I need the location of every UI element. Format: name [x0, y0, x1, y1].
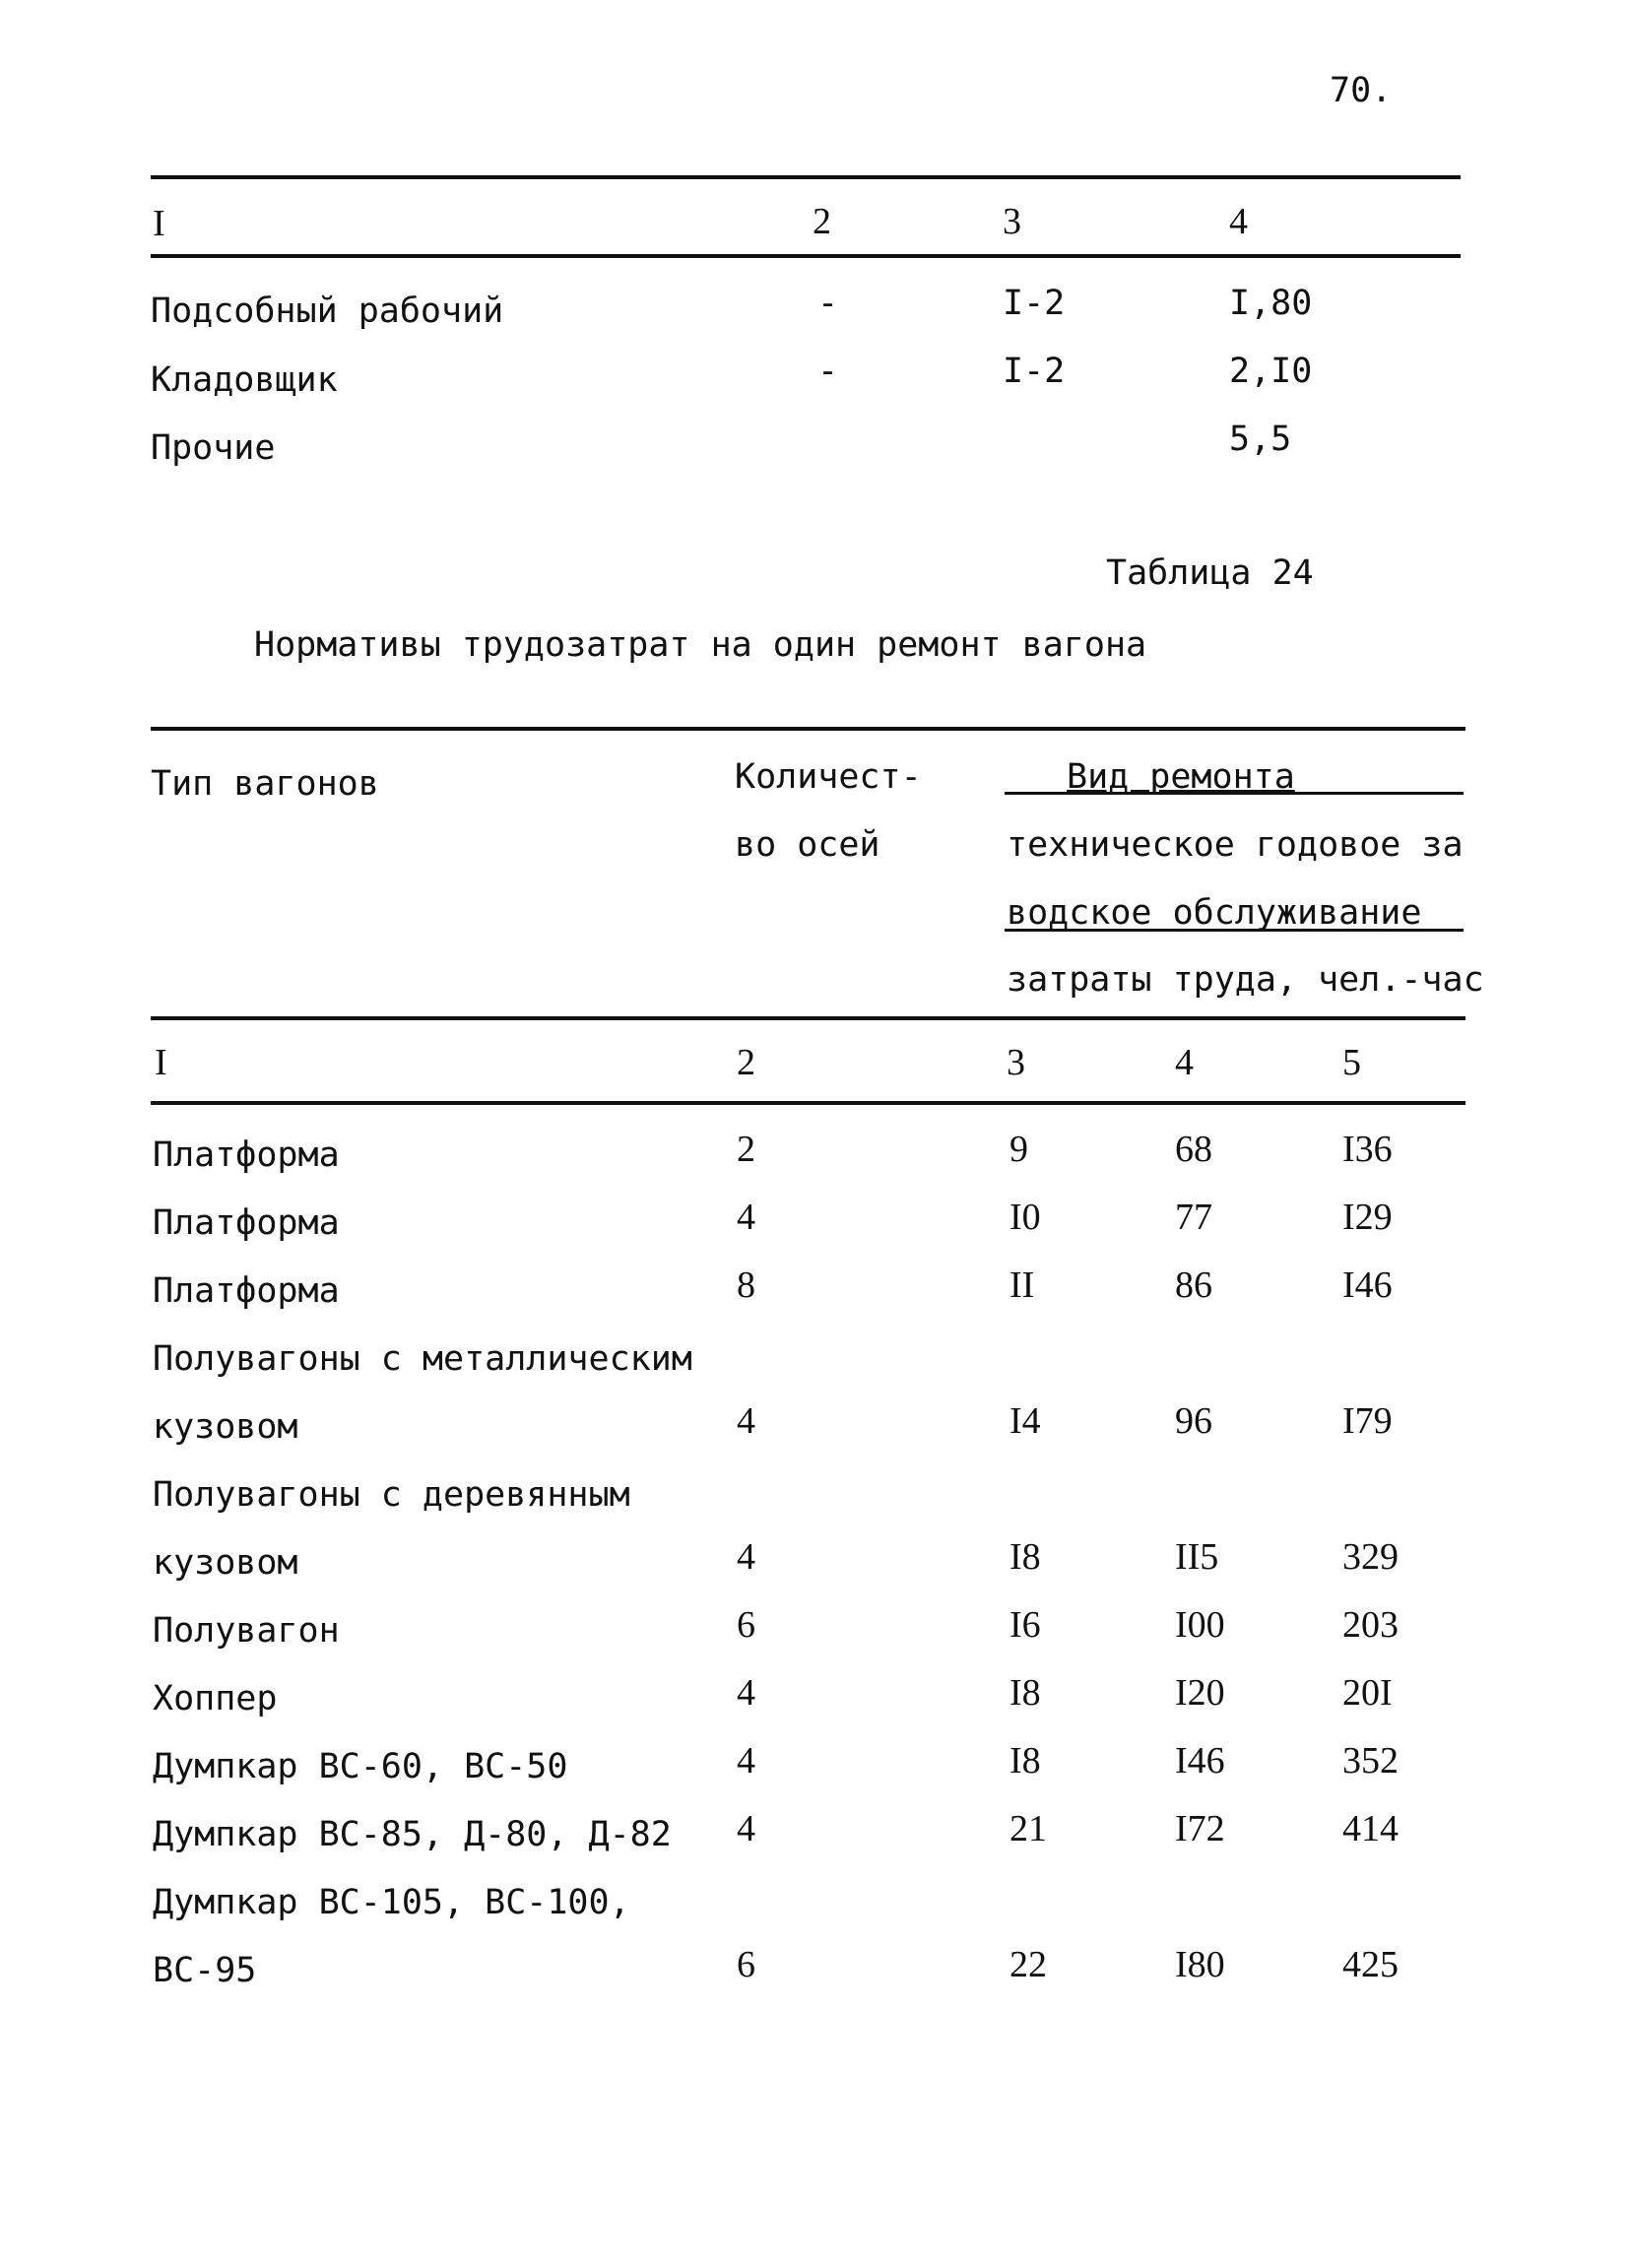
- col-type-header: Тип вагонов: [151, 764, 379, 804]
- row-col-5: I79: [1342, 1400, 1393, 1442]
- table24-rule-numbers: [151, 1101, 1465, 1105]
- row-col-4: 2,I0: [1229, 352, 1313, 391]
- row-axles: 4: [737, 1672, 755, 1714]
- row-axles: 4: [737, 1400, 755, 1442]
- row-type: ВС-95: [153, 1951, 257, 1990]
- row-axles: 6: [737, 1604, 755, 1646]
- col-number-2: 2: [737, 1042, 755, 1083]
- row-col-3: 21: [1009, 1808, 1047, 1849]
- col-number-5: 5: [1342, 1042, 1361, 1083]
- top-col-4-number: 4: [1229, 201, 1248, 242]
- page-number: 70.: [1330, 71, 1393, 110]
- row-col-5: I36: [1342, 1129, 1393, 1170]
- row-col-2: -: [817, 352, 839, 391]
- row-axles: 4: [737, 1536, 755, 1578]
- row-col-4: 68: [1175, 1129, 1212, 1170]
- row-col-4: I,80: [1229, 284, 1313, 323]
- row-col-3: 9: [1009, 1129, 1028, 1170]
- row-col-5: 352: [1342, 1740, 1399, 1782]
- col-number-4: 4: [1175, 1042, 1194, 1083]
- col-number-3: 3: [1007, 1042, 1025, 1083]
- row-type: кузовом: [153, 1407, 298, 1447]
- row-col-3: II: [1009, 1264, 1035, 1306]
- col-axles-header-line2: во осей: [735, 825, 880, 865]
- row-axles: 4: [737, 1808, 755, 1849]
- row-type: Думпкар ВС-105, ВС-100,: [153, 1883, 630, 1922]
- table-label: Таблица 24: [1106, 553, 1314, 593]
- row-col-4: I00: [1175, 1604, 1225, 1646]
- row-col-5: 414: [1342, 1808, 1399, 1849]
- row-type: Платформа: [153, 1271, 340, 1311]
- row-axles: 4: [737, 1740, 755, 1782]
- top-table-rule-header: [151, 254, 1461, 258]
- row-col-3: I8: [1009, 1740, 1041, 1782]
- row-col-5: I29: [1342, 1197, 1393, 1238]
- row-name: Подсобный рабочий: [151, 292, 504, 331]
- row-type: Платформа: [153, 1203, 340, 1243]
- row-col-3: I-2: [1003, 352, 1066, 391]
- repair-subheader-underline: [1005, 929, 1464, 932]
- row-col-5: 329: [1342, 1536, 1399, 1578]
- row-type: Платформа: [153, 1135, 340, 1175]
- row-axles: 6: [737, 1944, 755, 1985]
- units-header: затраты труда, чел.-час: [1007, 960, 1484, 1000]
- table24-rule-header: [151, 1016, 1465, 1020]
- row-col-4: I72: [1175, 1808, 1225, 1849]
- col-number-1: I: [155, 1042, 167, 1083]
- row-col-3: I-2: [1003, 284, 1066, 323]
- row-col-5: 20I: [1342, 1672, 1393, 1714]
- row-name: Кладовщик: [151, 360, 338, 400]
- row-col-4: I20: [1175, 1672, 1225, 1714]
- row-type: кузовом: [153, 1543, 298, 1583]
- top-col-1-number: I: [153, 203, 165, 244]
- row-type: Полувагоны с деревянным: [153, 1475, 630, 1515]
- row-col-3: I4: [1009, 1400, 1041, 1442]
- row-col-4: I46: [1175, 1740, 1225, 1782]
- row-col-3: I0: [1009, 1197, 1041, 1238]
- top-table-rule-top: [151, 175, 1461, 179]
- row-col-3: I6: [1009, 1604, 1041, 1646]
- row-axles: 4: [737, 1197, 755, 1238]
- row-col-4: 86: [1175, 1264, 1212, 1306]
- repair-subheader-line1: техническое годовое за: [1007, 825, 1464, 865]
- row-col-4: 96: [1175, 1400, 1212, 1442]
- row-col-5: 203: [1342, 1604, 1399, 1646]
- repair-type-underline: [1005, 792, 1464, 795]
- row-type: Полувагоны с металлическим: [153, 1339, 692, 1379]
- row-col-4: II5: [1175, 1536, 1219, 1578]
- row-type: Думпкар ВС-60, ВС-50: [153, 1747, 568, 1786]
- row-col-4: I80: [1175, 1944, 1225, 1985]
- row-col-3: I8: [1009, 1536, 1041, 1578]
- table-title: Нормативы трудозатрат на один ремонт вагона: [254, 625, 1147, 665]
- row-axles: 2: [737, 1129, 755, 1170]
- repair-type-header: Вид ремонта: [1067, 757, 1295, 797]
- repair-subheader-line2: водское обслуживание: [1007, 893, 1422, 933]
- row-col-3: I8: [1009, 1672, 1041, 1714]
- top-col-3-number: 3: [1003, 201, 1021, 242]
- row-type: Думпкар ВС-85, Д-80, Д-82: [153, 1815, 672, 1854]
- col-axles-header-line1: Количест-: [735, 757, 922, 797]
- top-col-2-number: 2: [813, 201, 831, 242]
- row-col-5: 425: [1342, 1944, 1399, 1985]
- row-name: Прочие: [151, 428, 276, 468]
- row-col-5: I46: [1342, 1264, 1393, 1306]
- table24-rule-top: [151, 727, 1465, 731]
- row-type: Полувагон: [153, 1611, 340, 1651]
- row-type: Хоппер: [153, 1679, 278, 1718]
- row-axles: 8: [737, 1264, 755, 1306]
- row-col-4: 5,5: [1229, 420, 1292, 459]
- row-col-2: -: [817, 284, 839, 323]
- row-col-3: 22: [1009, 1944, 1047, 1985]
- row-col-4: 77: [1175, 1197, 1212, 1238]
